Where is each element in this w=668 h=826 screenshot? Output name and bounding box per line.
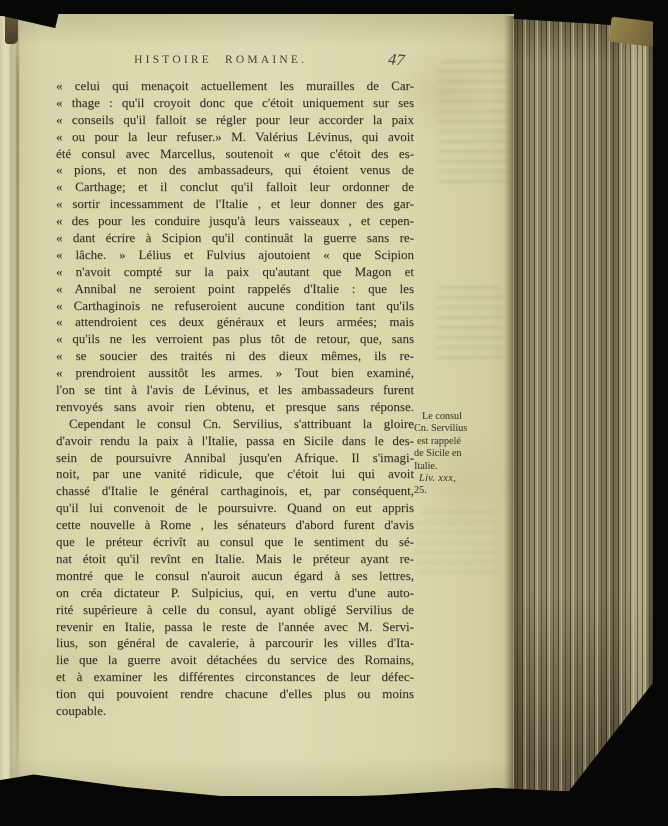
- text-line: chassé d'Italie le général carthaginois, et, par conséquent,: [56, 483, 414, 499]
- text-line: « sortir incessamment de l'Italie , et leur donner des gar-: [56, 196, 414, 212]
- page-header: [56, 48, 414, 72]
- show-through-smudge: [416, 511, 498, 577]
- text-line: « thage : qu'il croyoit donc que c'étoit uniquement sur ses: [56, 94, 414, 110]
- text-line: l'on se tint à l'avis de Lévinus, et les ambassadeurs furent: [56, 382, 414, 398]
- text-line: lius, son général de cavalerie, à parcourir les villes d'Ita-: [56, 635, 414, 651]
- body-text: [56, 78, 414, 720]
- text-line: tion qui pouvoient rendre chacune d'elles plus ou moins: [56, 686, 414, 702]
- margin-note-line: 25.: [414, 485, 427, 497]
- text-line: d'avoir rendu la paix à l'Italie, passa en Sicile dans le des-: [56, 432, 414, 448]
- text-line: « prendroient aussitôt les armes. » Tout bien examiné,: [56, 365, 414, 381]
- margin-note-line: Liv. xxx,: [419, 473, 457, 485]
- show-through-smudge: [436, 286, 504, 364]
- running-title: HISTOIRE ROMAINE.: [134, 54, 308, 66]
- text-line: que le préteur écrivît au consul que le sentiment du sé-: [56, 534, 414, 550]
- text-line: « se soucier des traités ni des dieux mêmes, ils re-: [56, 348, 414, 364]
- text-line: « ou pour la leur refuser.» M. Valérius Lévinus, qui avoit: [56, 128, 414, 144]
- black-border-top: [0, 0, 668, 14]
- show-through-smudge: [438, 60, 510, 188]
- text-line: renvoyés sans avoir rien obtenu, et presque sans réponse.: [56, 398, 414, 414]
- text-line: revenir en Italie, passa le reste de l'année avec M. Servi-: [56, 618, 414, 634]
- text-line: « Annibal ne seroient point rappelés d'Italie : que les: [56, 280, 414, 296]
- margin-note-line: de Sicile en: [414, 448, 462, 460]
- text-line: nat étoit qu'il revînt en Italie. Mais le préteur ayant re-: [56, 550, 414, 566]
- text-line: « Carthaginois ne refuseroient aucune condition tant qu'ils: [56, 297, 414, 313]
- book-page: [10, 14, 514, 796]
- text-line: « conseils qu'il falloit se régler pour leur accorder la paix: [56, 111, 414, 127]
- text-line: « dant écrire à Scipion qu'il continuât la guerre sans re-: [56, 230, 414, 246]
- book-fore-edge: [513, 17, 653, 791]
- text-line: « attendroient ces deux généraux et leurs armées; mais: [56, 314, 414, 330]
- margin-note-line: Cn. Servilius: [414, 423, 468, 435]
- text-line: montré que le consul n'auroit aucun égard à ses lettres,: [56, 567, 414, 583]
- text-line: lie que la guerre avoit détachées du service des Romains,: [56, 652, 414, 668]
- text-line: qu'il lui convenoit de le poursuivre. Quand on eut appris: [56, 500, 414, 516]
- text-line: cette nouvelle à Rome , les sénateurs d'abord furent d'avis: [56, 517, 414, 533]
- text-line: coupable.: [56, 702, 107, 718]
- margin-note-line: est rappelé: [417, 435, 461, 447]
- margin-note-line: Italie.: [414, 460, 438, 472]
- text-line: « des pour les conduire jusqu'à leurs vaisseaux , et cepen-: [56, 213, 414, 229]
- text-line: on créa dictateur P. Sulpicius, qui, en vertu d'une auto-: [56, 584, 414, 600]
- text-line: été consul avec Marcellus, soutenoit « que c'étoit des es-: [56, 145, 414, 161]
- text-line: rité supérieure à celle du consul, ayant obligé Servilius de: [56, 601, 414, 617]
- margin-note: [414, 411, 508, 498]
- text-line: Cependant le consul Cn. Servilius, s'attribuant la gloire: [69, 415, 414, 431]
- margin-note-line: Le consul: [422, 411, 462, 422]
- text-line: « n'avoit compté sur la paix qu'autant que Magon et: [56, 263, 414, 279]
- gutter-crease: [16, 14, 19, 796]
- page-number: 47: [386, 49, 405, 70]
- text-line: sein de poursuivre Annibal jusqu'en Afrique. Il s'imagi-: [56, 449, 414, 465]
- text-line: « celui qui menaçoit actuellement les murailles de Car-: [56, 78, 414, 93]
- text-line: noit, par une vanité ridicule, que c'étoit lui qui avoit: [56, 466, 414, 482]
- text-line: « lâche. » Lélius et Fulvius ajoutoient « que Scipion: [56, 246, 414, 262]
- text-line: et à examiner les différentes circonstances de leur défec-: [56, 669, 414, 685]
- text-line: « Carthage; et il conclut qu'il falloit leur ordonner de: [56, 179, 414, 195]
- text-line: « qu'ils ne les verroient pas plus tôt de retour, que, sans: [56, 331, 414, 347]
- text-line: « pions, et non des ambassadeurs, qui étoient venus de: [56, 162, 414, 178]
